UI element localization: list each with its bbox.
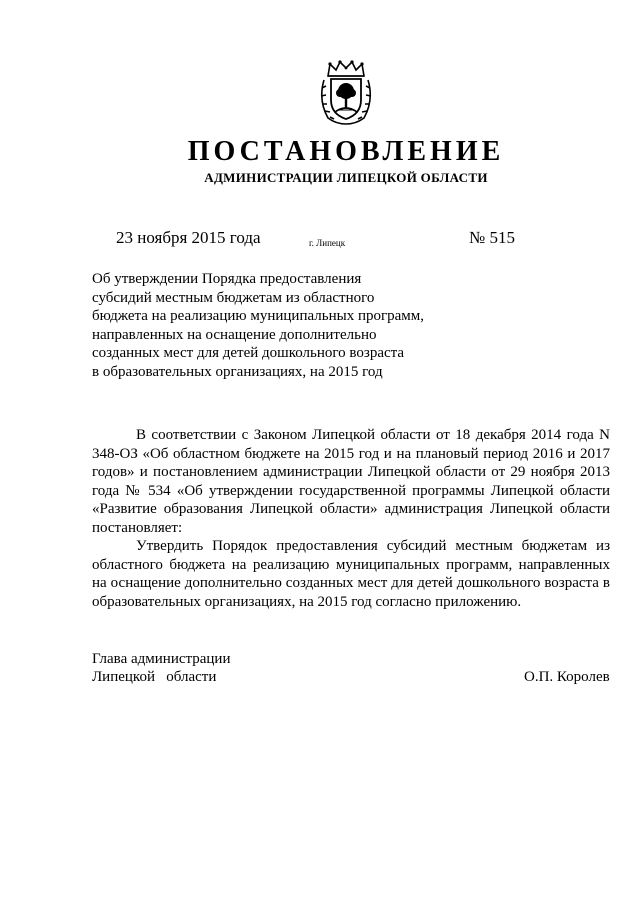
signatory-name: О.П. Королев: [524, 669, 610, 685]
document-about: [92, 270, 452, 381]
signatory-organization: Липецкой области: [92, 669, 217, 685]
body-paragraph: В соответствии с Законом Липецкой области от 18 декабря 2014 года N 348-ОЗ «Об областном бюджете на 2015 год и на плановый период 2016 и 2017 годов» и постановлением администрации Липецкой области от 29 ноября 2013 года № 534 «Об утверждении государственной программы Липецкой области «Развитие образования Липецкой области» администрация Липецкой области постановляет:: [92, 427, 610, 536]
about-line: в образовательных организациях, на 2015 год: [92, 363, 383, 380]
about-line: созданных мест для детей дошкольного возраста: [92, 345, 405, 361]
document-body: [92, 426, 610, 611]
about-line: субсидий местным бюджетам из областного: [92, 289, 375, 306]
about-line: направленных на оснащение дополнительно: [92, 326, 377, 343]
signatory-title: Глава администрации: [92, 651, 231, 667]
document-title: ПОСТАНОВЛЕНИЕ: [187, 136, 505, 167]
about-line: Об утверждении Порядка предоставления: [92, 271, 362, 287]
document-subtitle: АДМИНИСТРАЦИИ ЛИПЕЦКОЙ ОБЛАСТИ: [204, 170, 488, 185]
document-number: № 515: [469, 228, 515, 247]
document-city: г. Липецк: [309, 238, 346, 248]
document-date: 23 ноября 2015 года: [116, 228, 261, 247]
body-paragraph: Утвердить Порядок предоставления субсидий местным бюджетам из областного бюджета на реализацию муниципальных программ, направленных на оснащение дополнительно созданных мест для детей дошкольного возраста в образовательных организациях, на 2015 год согласно приложению.: [92, 538, 610, 610]
about-line: бюджета на реализацию муниципальных программ,: [92, 308, 425, 324]
coat-of-arms-icon: [318, 60, 374, 126]
